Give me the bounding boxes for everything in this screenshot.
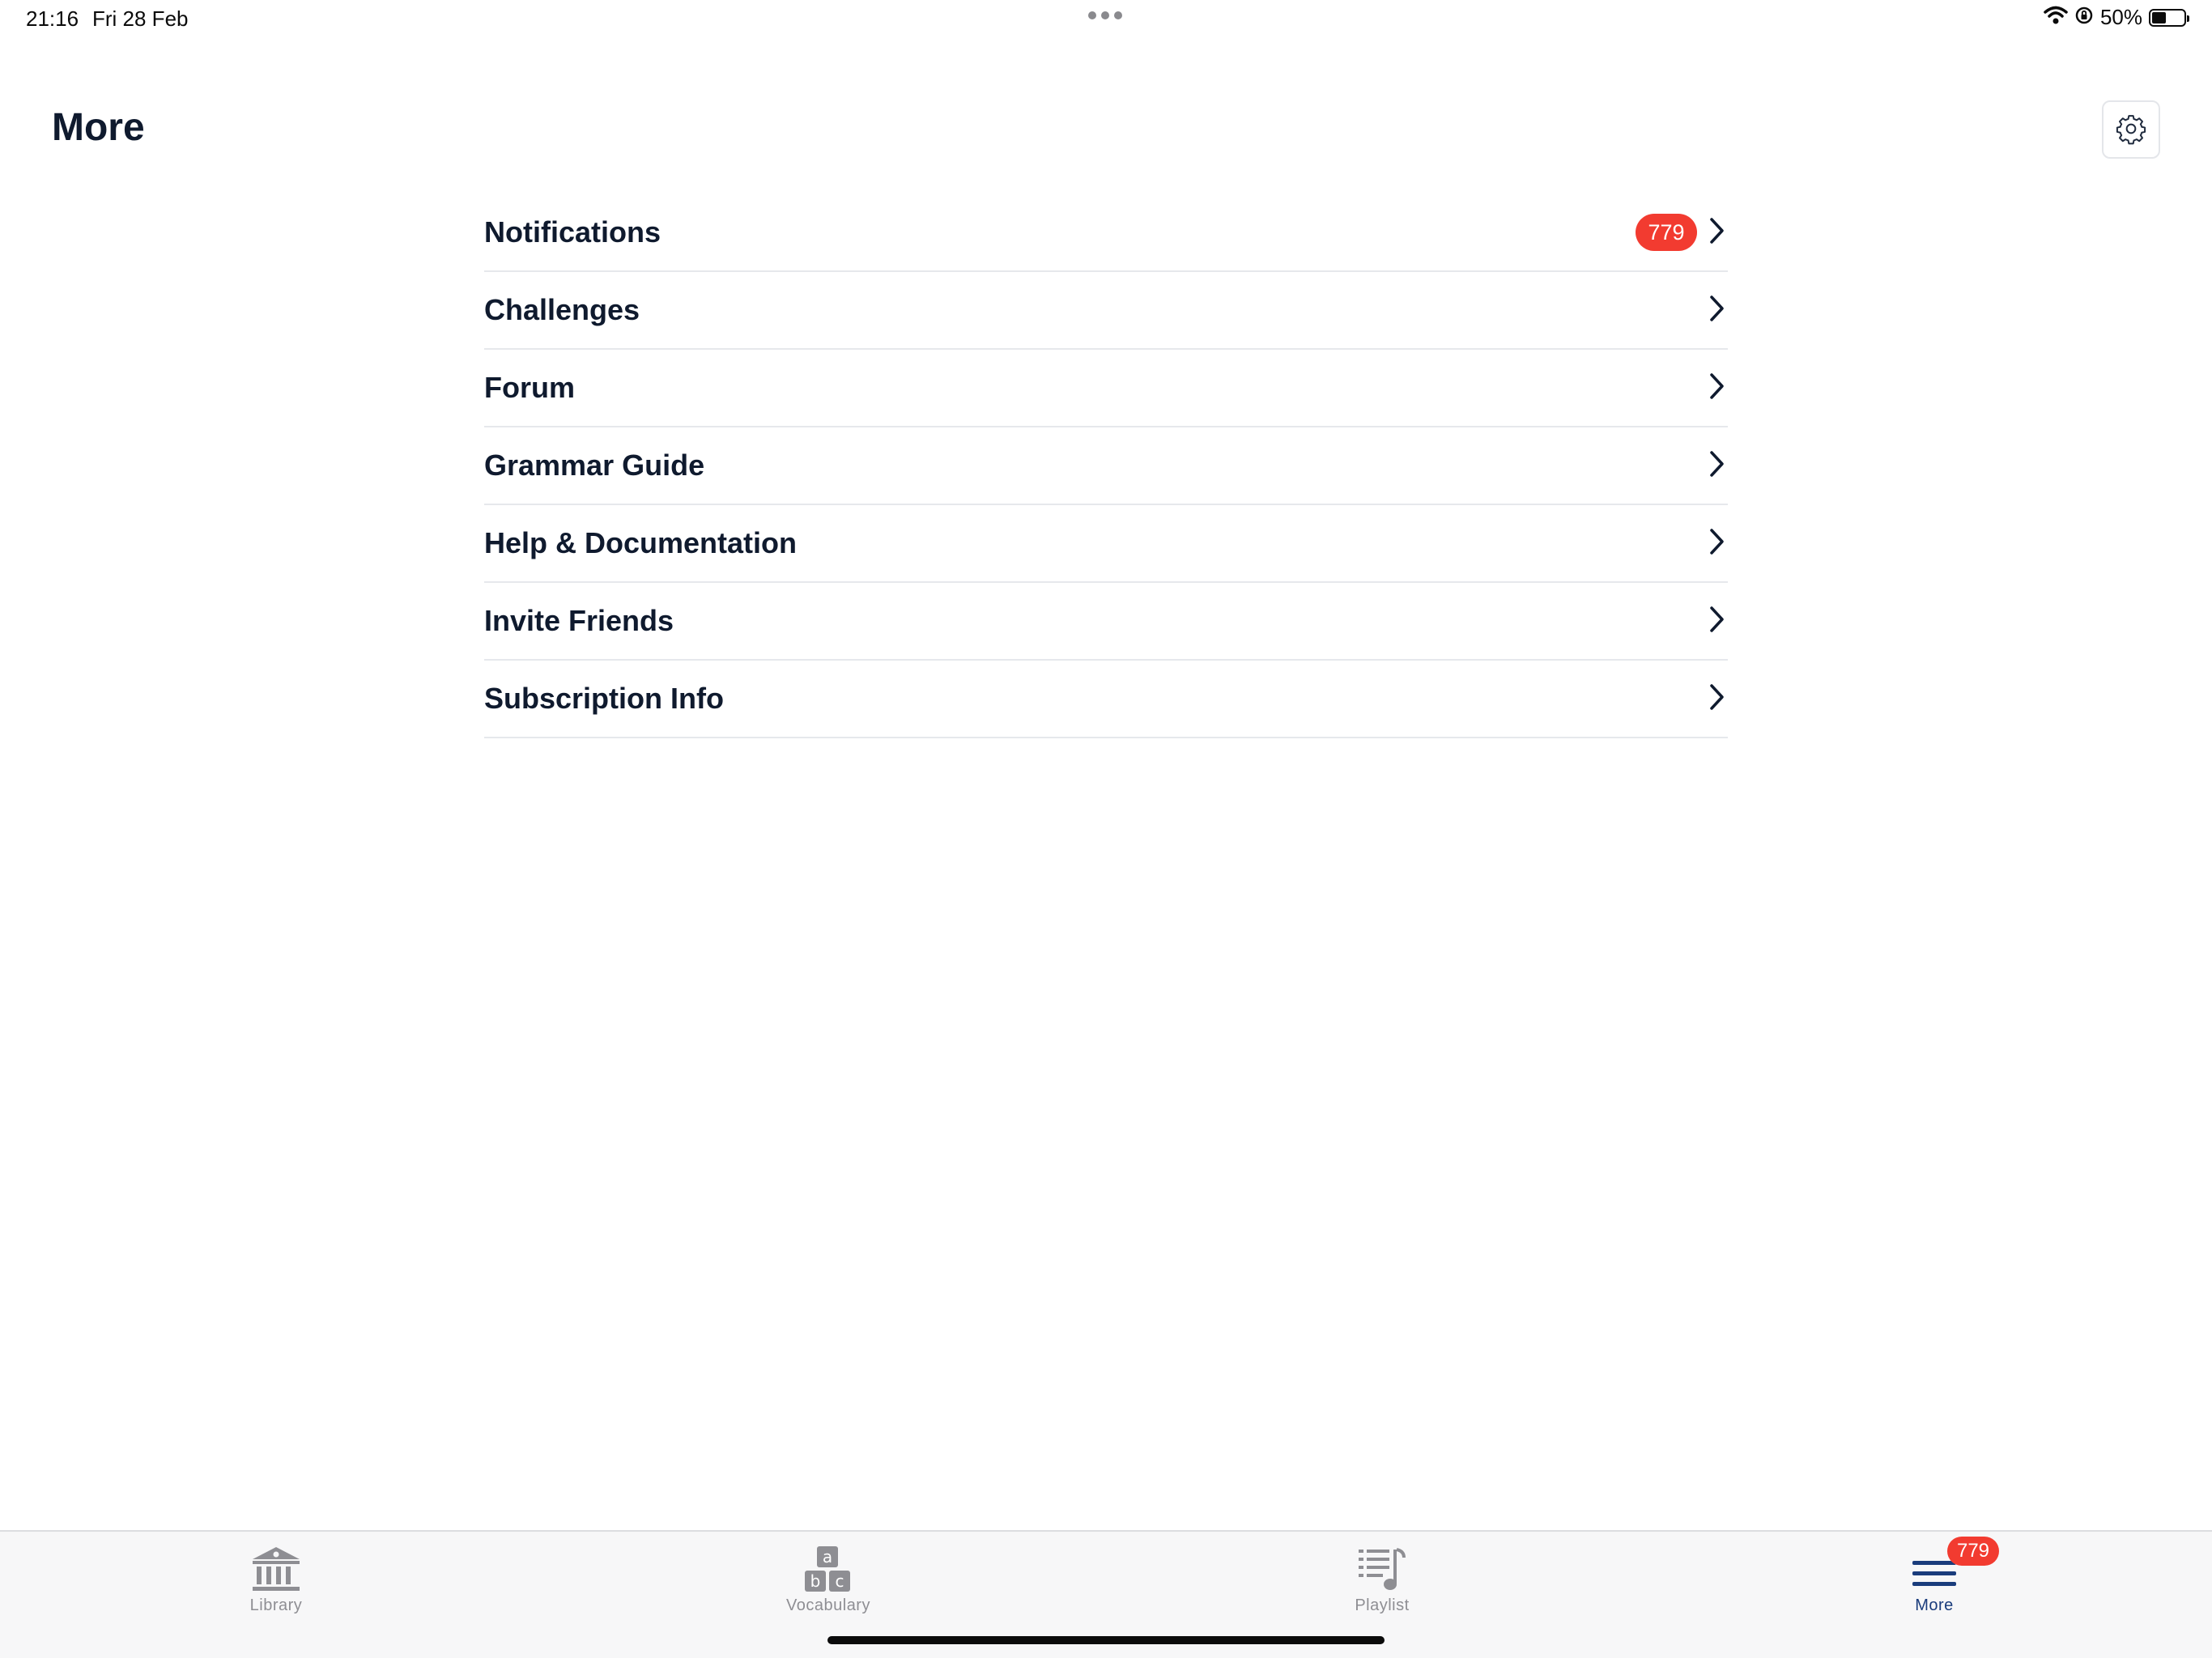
tab-label: More [1915, 1596, 1954, 1614]
menu-item-label: Subscription Info [484, 682, 724, 715]
menu-item-subscription-info[interactable] [484, 661, 1728, 738]
menu-item-help-documentation[interactable] [484, 505, 1728, 583]
library-icon [244, 1543, 308, 1595]
menu-item-label: Challenges [484, 293, 640, 326]
notification-badge: 779 [1636, 214, 1697, 251]
menu-item-label: Help & Documentation [484, 526, 798, 559]
battery-percent: 50% [2099, 5, 2142, 29]
menu-icon [1902, 1540, 1990, 1595]
menu-item-grammar-guide[interactable] [484, 427, 1728, 505]
chevron-right-icon [1705, 682, 1728, 716]
vocabulary-glyph-b: b [810, 1571, 821, 1591]
status-time: 21:16 [26, 6, 79, 31]
chevron-right-icon [1705, 294, 1728, 327]
tab-more[interactable] [1829, 1540, 2040, 1624]
home-indicator[interactable] [827, 1636, 1385, 1644]
vocabulary-icon [796, 1543, 861, 1595]
chevron-right-icon [1705, 372, 1728, 405]
battery-icon [2149, 9, 2186, 27]
menu-item-label: Grammar Guide [484, 449, 705, 482]
tab-label: Playlist [1355, 1596, 1410, 1614]
wifi-icon [2044, 6, 2068, 29]
menu-item-forum[interactable] [484, 350, 1728, 427]
menu-item-notifications[interactable] [484, 194, 1728, 272]
settings-button[interactable] [2102, 100, 2160, 159]
menu-item-invite-friends[interactable] [484, 583, 1728, 661]
chevron-right-icon [1705, 216, 1728, 249]
vocabulary-glyph-c: c [835, 1571, 844, 1591]
orientation-lock-icon [2074, 6, 2094, 29]
page-title: More [52, 106, 145, 149]
multitasking-dots-icon[interactable] [1088, 11, 1122, 19]
menu-item-challenges[interactable] [484, 272, 1728, 350]
status-date: Fri 28 Feb [92, 6, 189, 31]
more-menu-list [484, 194, 1728, 738]
menu-item-label: Forum [484, 371, 575, 404]
chevron-right-icon [1705, 605, 1728, 638]
chevron-right-icon [1705, 527, 1728, 560]
playlist-icon [1350, 1543, 1414, 1595]
tab-label: Library [249, 1596, 303, 1614]
gear-icon [2115, 113, 2147, 147]
menu-item-label: Invite Friends [484, 604, 674, 637]
chevron-right-icon [1705, 449, 1728, 483]
status-bar [0, 0, 2212, 39]
vocabulary-glyph-a: a [822, 1547, 833, 1567]
tab-badge: 779 [1947, 1537, 1999, 1566]
menu-item-label: Notifications [484, 215, 661, 249]
tab-label: Vocabulary [786, 1596, 870, 1614]
tab-vocabulary[interactable] [723, 1543, 934, 1624]
tab-playlist[interactable] [1277, 1543, 1487, 1624]
status-indicators [2044, 5, 2186, 30]
tab-library[interactable] [171, 1543, 381, 1624]
